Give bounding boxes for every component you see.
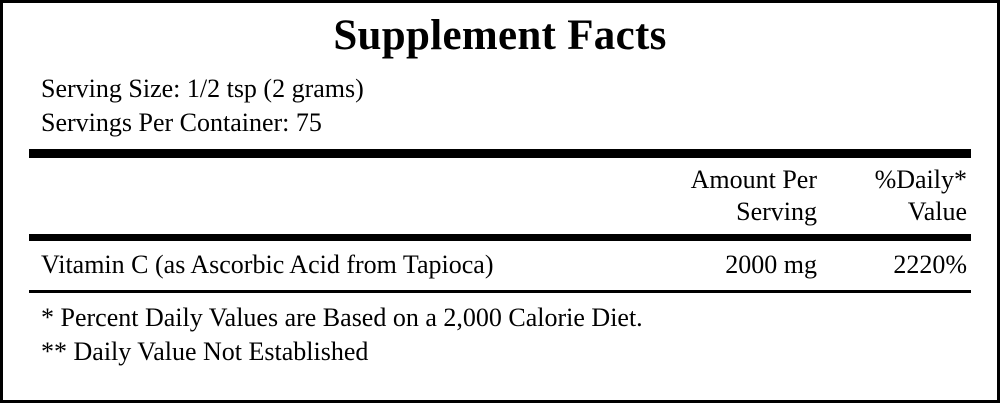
- daily-value-header: [817, 164, 967, 227]
- daily-value-header-line2: Value: [907, 197, 967, 227]
- nutrient-name: Vitamin C (as Ascorbic Acid from Tapioca): [41, 249, 494, 279]
- footnote-percent-daily-values: * Percent Daily Values are Based on a 2,000 Calorie Diet.: [41, 302, 643, 332]
- column-headers: [29, 158, 971, 233]
- page-title: Supplement Facts: [333, 12, 667, 59]
- amount-per-serving-header-line2: Serving: [736, 197, 817, 227]
- supplement-facts-inner: [3, 3, 997, 370]
- serving-information: [29, 72, 971, 144]
- divider-medium: [29, 234, 971, 241]
- servings-per-container-line: Servings Per Container: 75: [41, 107, 322, 137]
- table-row: [29, 241, 971, 290]
- amount-per-serving-header-line1: Amount Per: [690, 165, 817, 195]
- footnotes: [29, 293, 971, 370]
- nutrient-amount: 2000 mg: [725, 249, 817, 279]
- nutrient-daily-value: 2220%: [893, 249, 967, 279]
- footnote-daily-value-not-established: ** Daily Value Not Established: [41, 337, 369, 367]
- amount-per-serving-header: [567, 164, 817, 227]
- serving-size-line: Serving Size: 1/2 tsp (2 grams): [41, 73, 364, 103]
- daily-value-header-line1: %Daily*: [874, 165, 967, 195]
- divider-thick-top: [29, 149, 971, 158]
